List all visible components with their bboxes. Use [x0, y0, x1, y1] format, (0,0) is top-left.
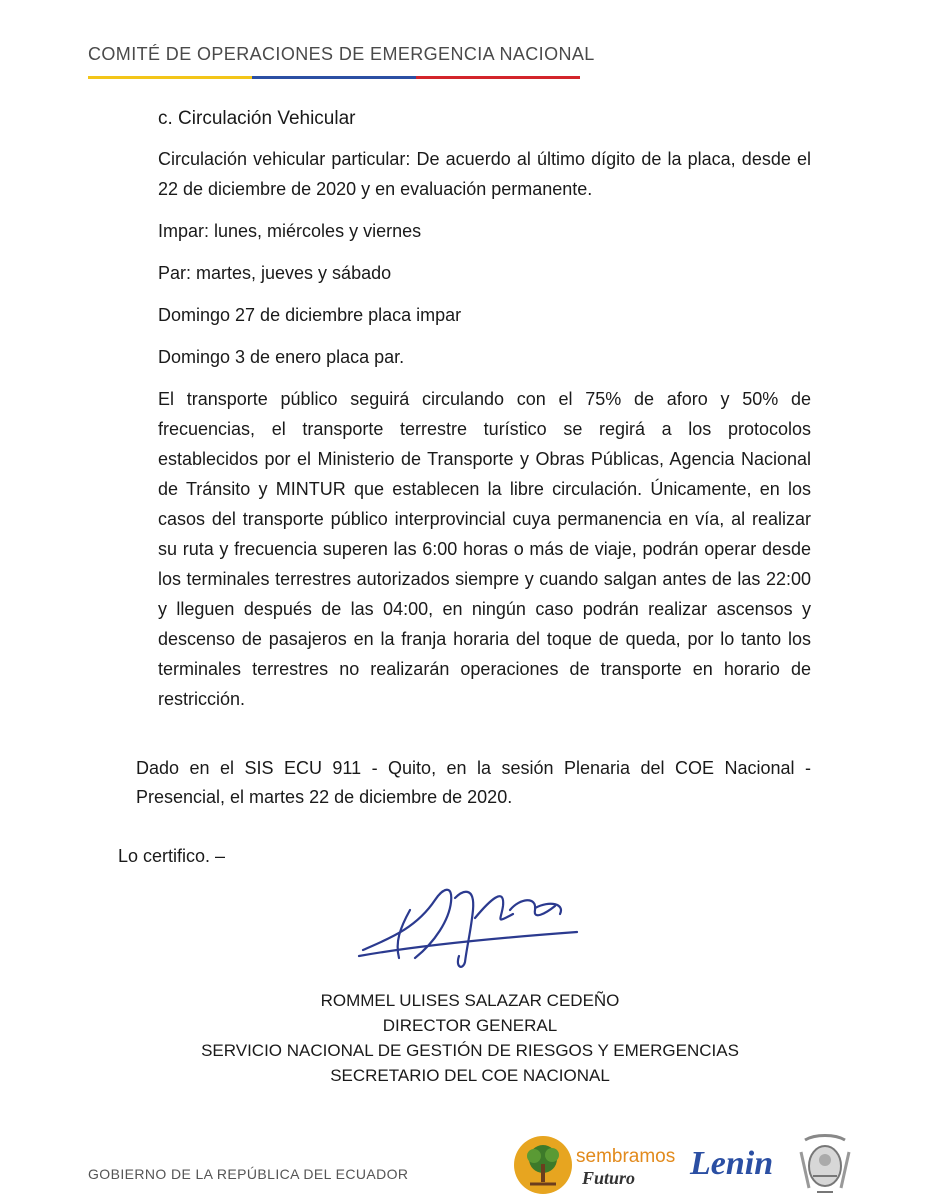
signatory-institution: SERVICIO NACIONAL DE GESTIÓN DE RIESGOS Y EMERGENCIAS [201, 1041, 739, 1060]
ecuador-coat-of-arms-icon [795, 1132, 855, 1201]
paragraph-circulacion: Circulación vehicular particular: De acuerdo al último dígito de la placa, desde el 22 de diciembre de 2020 y en evaluación permanente. [158, 149, 811, 199]
stripe-red [416, 76, 580, 79]
paragraph-domingo-27: Domingo 27 de diciembre placa impar [158, 305, 462, 325]
paragraph-domingo-3: Domingo 3 de enero placa par. [158, 347, 405, 367]
paragraph-transporte-publico: El transporte público seguirá circulando con el 75% de aforo y 50% de frecuencias, el transporte terrestre turístico se regirá a los protocolos establecidos por el Ministerio de Transporte y Obras Públicas, Agencia Nacional de Tránsito y MINTUR que establecen la libre circulación. Únicamente, en los casos del transporte público interprovincial cuya permanencia en vía, al realizar su ruta y frecuencia superen las 6:00 horas o más de viaje, podrán operar desde los terminales terrestres autorizados siempre y cuando salgan antes de las 22:00 y lleguen después de las 04:00, en ningún caso podrán realizar ascensos y descenso de pasajeros en la franja horaria del toque de queda, por lo tanto los terminales terrestres no realizarán operaciones de transporte en horario de restricción. [158, 389, 811, 709]
futuro-text: Futuro [582, 1168, 636, 1188]
sembramos-futuro-logo [512, 1134, 682, 1201]
document-header-title: COMITÉ DE OPERACIONES DE EMERGENCIA NACIONAL [88, 44, 595, 64]
lenin-logo [688, 1140, 788, 1191]
paragraph-impar: Impar: lunes, miércoles y viernes [158, 221, 422, 241]
sembramos-text: sembramos [576, 1146, 676, 1167]
section-heading: c. Circulación Vehicular [158, 108, 356, 129]
footer-government: GOBIERNO DE LA REPÚBLICA DEL ECUADOR [88, 1166, 409, 1182]
tricolor-stripe [88, 76, 580, 79]
signatory-secretary: SECRETARIO DEL COE NACIONAL [330, 1066, 610, 1085]
signatory-name: ROMMEL ULISES SALAZAR CEDEÑO [320, 991, 620, 1010]
certification-line: Lo certifico. – [118, 846, 226, 866]
lenin-text: Lenin [690, 1145, 774, 1182]
signature-block [170, 988, 770, 1088]
dado-paragraph: Dado en el SIS ECU 911 - Quito, en la sesión Plenaria del COE Nacional - Presencial, el martes 22 de diciembre de 2020. [136, 758, 811, 807]
paragraph-par: Par: martes, jueves y sábado [158, 263, 392, 283]
section-content [158, 108, 811, 726]
tree-logo-icon [512, 1134, 682, 1196]
handwritten-signature [355, 880, 585, 970]
stripe-blue [252, 76, 416, 79]
stripe-yellow [88, 76, 252, 79]
signatory-role: DIRECTOR GENERAL [382, 1016, 558, 1035]
